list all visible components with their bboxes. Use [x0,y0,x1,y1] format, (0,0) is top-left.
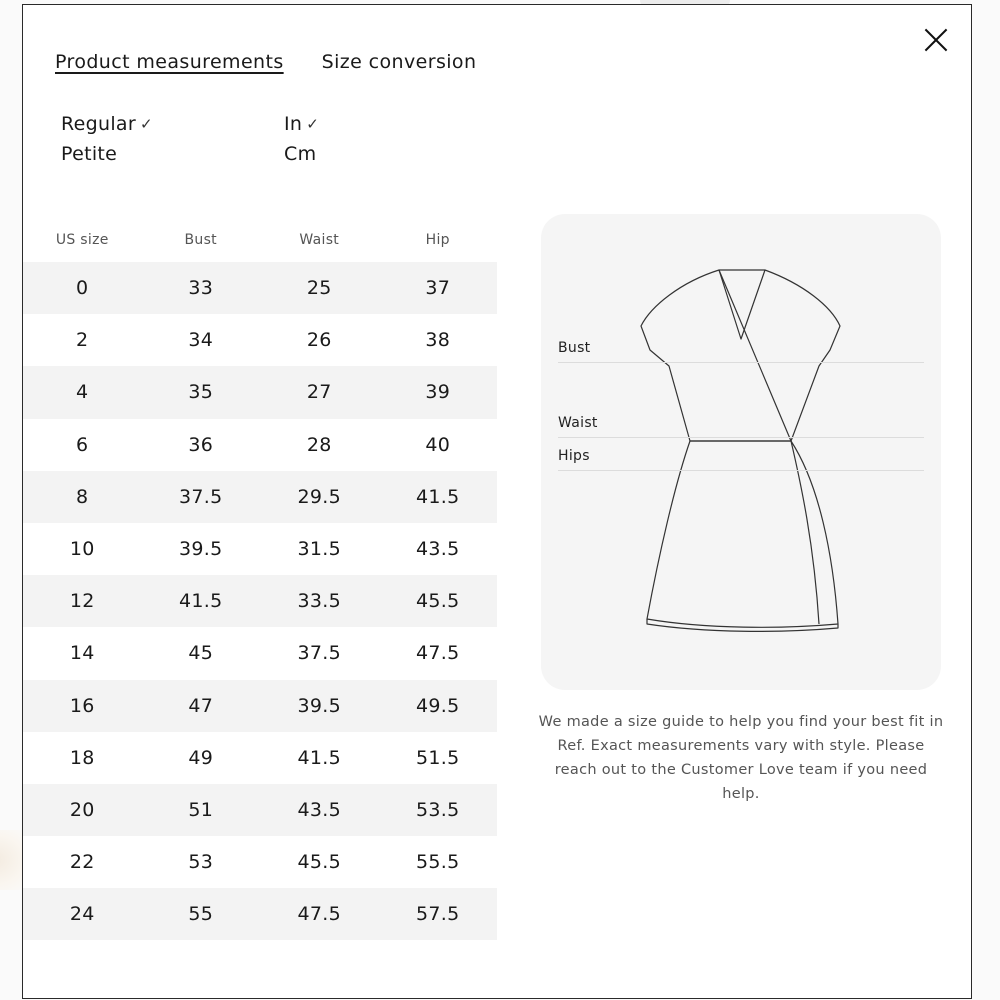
cell-waist: 43.5 [297,798,341,821]
cell-waist: 47.5 [297,903,341,926]
cell-waist: 26 [306,329,332,352]
check-icon: ✓ [139,115,153,133]
column-header-hip: Hip [425,232,450,248]
cell-hip: 45.5 [415,590,460,613]
table-row [23,471,497,523]
fit-option-label: Petite [61,143,118,165]
cell-bust: 55 [188,903,214,926]
table-row [23,627,497,679]
table-row [23,314,497,366]
cell-bust: 35 [188,381,214,404]
waist-line [558,437,924,438]
cell-hip: 40 [425,433,451,456]
table-row [23,732,497,784]
cell-hip: 43.5 [415,538,460,561]
fit-option-petite[interactable] [61,143,153,165]
cell-bust: 47 [188,694,214,717]
hips-label: Hips [558,448,590,464]
cell-waist: 39.5 [297,694,341,717]
size-guide-help-text: We made a size guide to help you find your best fit in Ref. Exact measurements vary with style. Please reach out to the Customer Love team if you need help. [538,714,944,802]
cell-us-size: 2 [76,329,89,352]
tab-size-conversion[interactable]: Size conversion [321,51,477,73]
cell-hip: 51.5 [415,746,460,769]
cell-hip: 39 [425,381,451,404]
column-header-bust: Bust [184,232,217,248]
cell-us-size: 0 [76,277,89,300]
unit-option-in[interactable] [284,113,319,135]
cell-bust: 37.5 [178,485,223,508]
cell-us-size: 18 [69,746,95,769]
cell-us-size: 20 [69,798,95,821]
cell-us-size: 12 [69,590,95,613]
cell-waist: 33.5 [297,590,341,613]
fit-options [61,113,153,165]
bust-label: Bust [558,340,591,356]
cell-us-size: 8 [76,485,89,508]
cell-hip: 55.5 [415,851,460,874]
cell-bust: 49 [188,746,214,769]
cell-waist: 27 [306,381,332,404]
cell-bust: 53 [188,851,214,874]
unit-option-cm[interactable] [284,143,319,165]
size-guide-modal [22,4,972,999]
cell-us-size: 6 [76,433,89,456]
dress-diagram-card [541,214,941,690]
cell-hip: 41.5 [415,485,460,508]
unit-options [284,113,319,165]
cell-bust: 39.5 [178,538,223,561]
waist-label: Waist [558,415,598,431]
cell-hip: 37 [425,277,451,300]
table-row [23,419,497,471]
cell-us-size: 10 [69,538,95,561]
cell-hip: 38 [425,329,451,352]
table-body [23,262,497,940]
cell-bust: 34 [188,329,214,352]
table-row [23,575,497,627]
cell-us-size: 24 [69,903,95,926]
cell-hip: 47.5 [415,642,460,665]
column-header-us-size: US size [55,232,109,248]
cell-waist: 25 [306,277,332,300]
table-row [23,523,497,575]
column-header-waist: Waist [299,232,340,248]
tab-product-measurements[interactable]: Product measurements [55,51,284,73]
unit-option-label: In [284,113,303,135]
table-row [23,680,497,732]
cell-us-size: 4 [76,381,89,404]
fit-option-label: Regular [61,113,136,135]
cell-bust: 41.5 [178,590,223,613]
close-icon[interactable] [923,27,949,53]
bust-line [558,362,924,363]
tab-bar [55,51,476,75]
cell-waist: 45.5 [297,851,341,874]
fit-option-regular[interactable] [61,113,153,135]
dress-illustration [541,214,941,690]
hips-line [558,470,924,471]
check-icon: ✓ [306,115,320,133]
table-row [23,888,497,940]
cell-bust: 51 [188,798,214,821]
cell-waist: 28 [306,433,332,456]
table-row [23,366,497,418]
cell-us-size: 14 [69,642,95,665]
table-row [23,836,497,888]
cell-bust: 33 [188,277,214,300]
table-row [23,262,497,314]
cell-waist: 31.5 [297,538,341,561]
cell-bust: 45 [188,642,214,665]
cell-waist: 41.5 [297,746,341,769]
unit-option-label: Cm [284,143,317,165]
cell-us-size: 22 [69,851,95,874]
measurements-table [23,225,497,940]
table-row [23,784,497,836]
cell-us-size: 16 [69,694,95,717]
cell-hip: 49.5 [415,694,460,717]
table-header [23,225,497,255]
cell-waist: 29.5 [297,485,341,508]
cell-hip: 53.5 [415,798,460,821]
cell-waist: 37.5 [297,642,341,665]
cell-bust: 36 [188,433,214,456]
cell-hip: 57.5 [415,903,460,926]
